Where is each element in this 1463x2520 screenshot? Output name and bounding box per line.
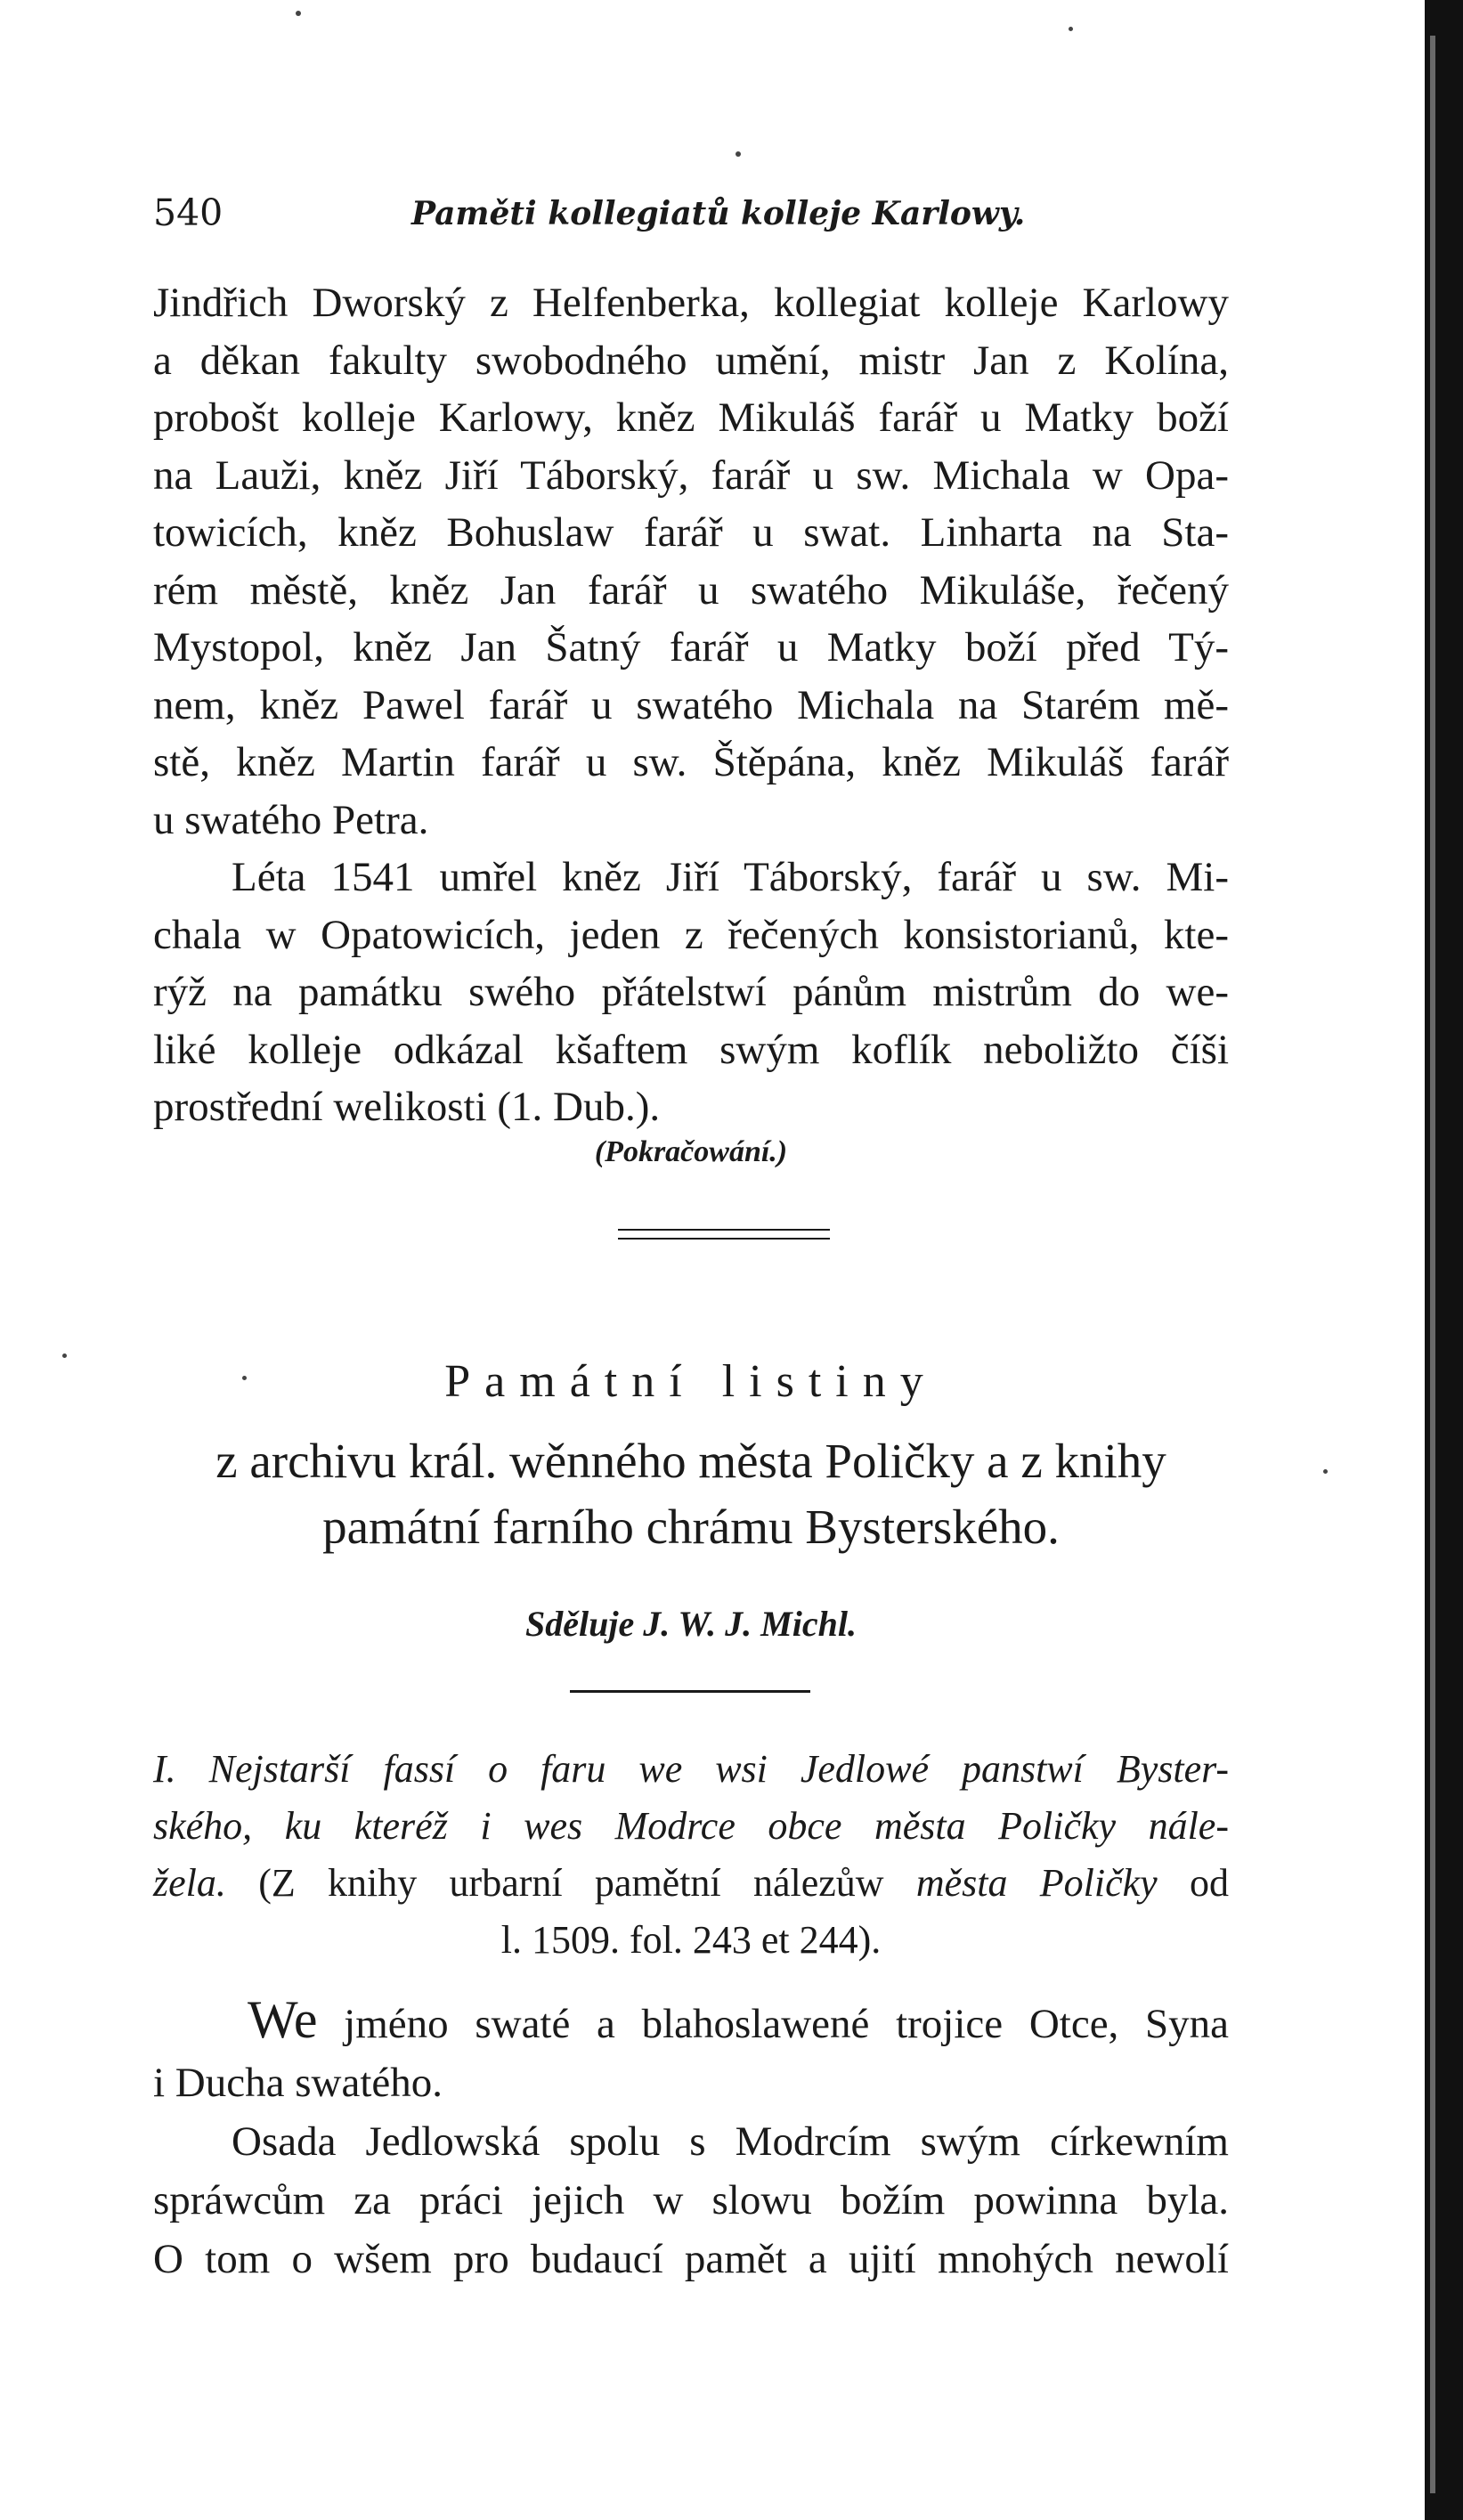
subtitle-line: z archivu král. wěnného města Poličky a z knihy — [215, 1434, 1166, 1488]
text-line: Jindřich Dworský z Helfenberka, kollegiat kolleje Karlowy — [153, 280, 1229, 326]
heading-line — [153, 1855, 1229, 1912]
scan-speck — [296, 11, 301, 16]
page-edge-line — [1430, 36, 1435, 2493]
text-line: Osada Jedlowská spolu s Modrcím swým církewním — [232, 2118, 1229, 2165]
article-title: Památní listiny — [444, 1356, 938, 1407]
heading-fragment: žela. — [153, 1861, 226, 1905]
document-body — [153, 1990, 1229, 2288]
document-heading — [153, 1741, 1229, 1969]
double-rule-divider — [618, 1229, 830, 1240]
text-line: nem, kněz Pawel farář u swatého Michala na Starém mě- — [153, 681, 1229, 728]
heading-fragment: města Poličky — [915, 1861, 1158, 1905]
heading-line: ského, ku kteréž i wes Modrce obce města Poličky nále- — [153, 1804, 1229, 1848]
text-line: rém městě, kněz Jan farář u swatého Mikuláše, řečený — [153, 566, 1229, 614]
text-line: rýž na památku swého přátelstwí pánům mistrům do we- — [153, 969, 1229, 1015]
article-block — [153, 0, 1229, 2520]
scan-speck — [242, 1376, 247, 1380]
heading-fragment: (Z knihy urbarní pamětní nálezůw — [258, 1861, 884, 1905]
text-line: a děkan fakulty swobodného umění, mistr Jan z Kolína, — [153, 337, 1229, 384]
text-line — [153, 1990, 1229, 2053]
text-fragment: jméno swaté a blahoslawené trojice Otce, Syna — [344, 2001, 1229, 2047]
text-line: prostřední welikosti (1. Dub.). — [153, 1084, 661, 1130]
heading-fragment: od — [1190, 1861, 1230, 1905]
initial-word: We — [248, 1990, 318, 2049]
article-subtitle — [153, 1428, 1229, 1560]
text-line: stě, kněz Martin farář u sw. Štěpána, kněz Mikuláš farář — [153, 739, 1229, 785]
rule-divider — [570, 1690, 810, 1693]
heading-line: I. Nejstarší fassí o faru we wsi Jedlowé panstwí Byster- — [153, 1747, 1229, 1791]
text-line: na Lauži, kněz Jiří Táborský, farář u sw. Michala w Opa- — [153, 451, 1229, 499]
scan-speck — [736, 151, 741, 157]
scan-speck — [1323, 1469, 1328, 1474]
continuation-note: (Pokračowání.) — [594, 1135, 788, 1168]
text-line: probošt kolleje Karlowy, kněz Mikuláš farář u Matky boží — [153, 394, 1229, 441]
scan-speck — [62, 1353, 67, 1358]
page-number: 540 — [153, 191, 224, 234]
text-line: chala w Opatowicích, jeden z řečených konsistorianů, kte- — [153, 911, 1229, 958]
byline: Sděluje J. W. J. Michl. — [525, 1604, 857, 1644]
heading-line: l. 1509. fol. 243 et 244). — [500, 1918, 882, 1962]
running-title: Paměti kollegiatů kolleje Karlowy. — [411, 195, 1026, 232]
scan-speck — [1069, 27, 1073, 31]
text-line: Mystopol, kněz Jan Šatný farář u Matky boží před Tý- — [153, 624, 1229, 671]
subtitle-line: památní farního chrámu Bysterského. — [322, 1500, 1060, 1554]
text-line: liké kolleje odkázal kšaftem swým koflík neboližto číši — [153, 1026, 1229, 1073]
text-line: spráwcům za práci jejich w slowu božím powinna byla. — [153, 2177, 1229, 2223]
text-line: towicích, kněz Bohuslaw farář u swat. Linharta na Sta- — [153, 509, 1229, 556]
text-line: Léta 1541 umřel kněz Jiří Táborský, farář u sw. Mi- — [232, 854, 1229, 900]
text-line: u swatého Petra. — [153, 796, 429, 843]
text-line: O tom o wšem pro budaucí pamět a ujití mnohých newolí — [153, 2236, 1229, 2282]
text-line: i Ducha swatého. — [153, 2060, 443, 2106]
